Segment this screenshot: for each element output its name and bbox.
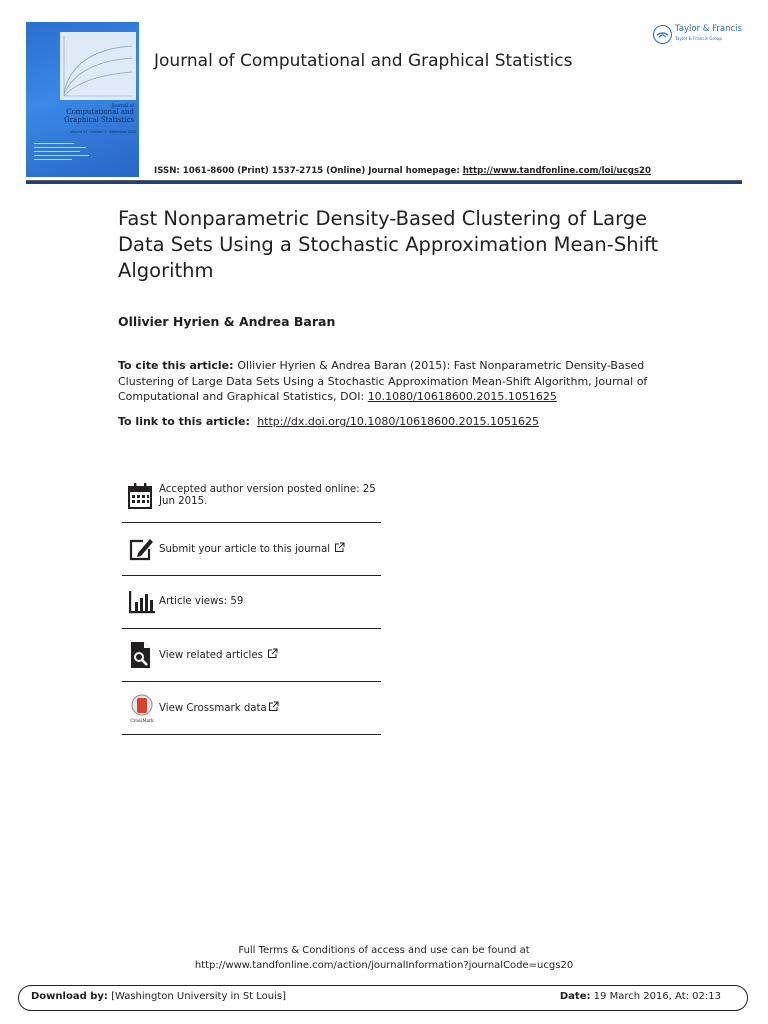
link-label: To link to this article: [118,415,254,428]
download-info-bar [18,985,748,1011]
journal-title: Journal of Computational and Graphical Statistics [154,51,573,71]
bar-chart-icon [126,586,158,618]
article-title: Fast Nonparametric Density-Based Clustering of Large Data Sets Using a Stochastic Approximation Mean-Shift Algorithm [118,207,659,282]
citation-text: Ollivier Hyrien & Andrea Baran (2015): Fast Nonparametric Density-Based Clustering of Large Data Sets Using a Stochastic Approximation Mean-Shift Algorithm, Journal of Computational and Graphical Statistics, DOI: [118,359,648,404]
info-item-crossmark[interactable] [122,682,381,735]
search-document-icon [126,639,158,671]
article-link-line [118,415,539,428]
info-item-submit[interactable] [122,523,381,576]
accepted-date-label: Accepted author version posted online: 25 Jun 2015. [159,484,376,507]
article-doi-url-link[interactable]: http://dx.doi.org/10.1080/10618600.2015.1051625 [257,415,540,428]
edit-document-icon [126,533,158,565]
cover-fine-print [34,140,94,170]
publisher-tagline: Taylor & Francis Group [675,36,723,41]
cover-journal-title: Journal of Computational and Graphical Statistics [64,104,134,124]
crossmark-icon [126,692,158,724]
calendar-icon [126,480,158,512]
external-link-icon [268,701,279,712]
view-crossmark-link[interactable]: View Crossmark data [159,701,279,715]
view-related-articles-link[interactable]: View related articles [159,648,278,662]
info-item-related[interactable] [122,629,381,682]
external-link-icon [267,648,278,659]
terms-notice [0,943,768,973]
doi-link[interactable]: 10.1080/10618600.2015.1051625 [367,390,557,404]
cover-plot-graphic [60,32,136,100]
publisher-logo[interactable] [653,22,742,46]
journal-homepage-link[interactable]: http://www.tandfonline.com/loi/ucgs20 [462,166,651,176]
crossmark-caption: CrossMark [130,718,154,723]
info-item-accepted [122,470,381,523]
download-by: Download by: [Washington University in St Louis] [31,991,287,1002]
article-views-label: Article views: 59 [159,596,244,607]
download-date: Date: 19 March 2016, At: 02:13 [559,991,721,1002]
article-info-list [122,470,381,735]
terms-text: Full Terms & Conditions of access and use can be found at [238,945,530,956]
submit-article-link[interactable]: Submit your article to this journal [159,542,345,556]
publisher-name: Taylor & Francis [675,24,742,34]
article-authors: Ollivier Hyrien & Andrea Baran [118,314,336,329]
terms-url-link[interactable]: http://www.tandfonline.com/action/journalInformation?journalCode=ucgs20 [194,960,574,971]
journal-cover-image [26,22,139,177]
cover-issue-line: Volume 24 · Number 3 · September 2015 [70,130,136,134]
issn-line: ISSN: 1061-8600 (Print) 1537-2715 (Online) Journal homepage: http://www.tandfonline.com/loi/ucgs20 [154,166,651,176]
info-item-views [122,576,381,629]
external-link-icon [334,542,345,553]
taylor-francis-logo-icon [653,25,672,44]
header-divider [26,181,742,184]
cite-label: To cite this article: [118,359,238,372]
citation-block [118,358,658,405]
